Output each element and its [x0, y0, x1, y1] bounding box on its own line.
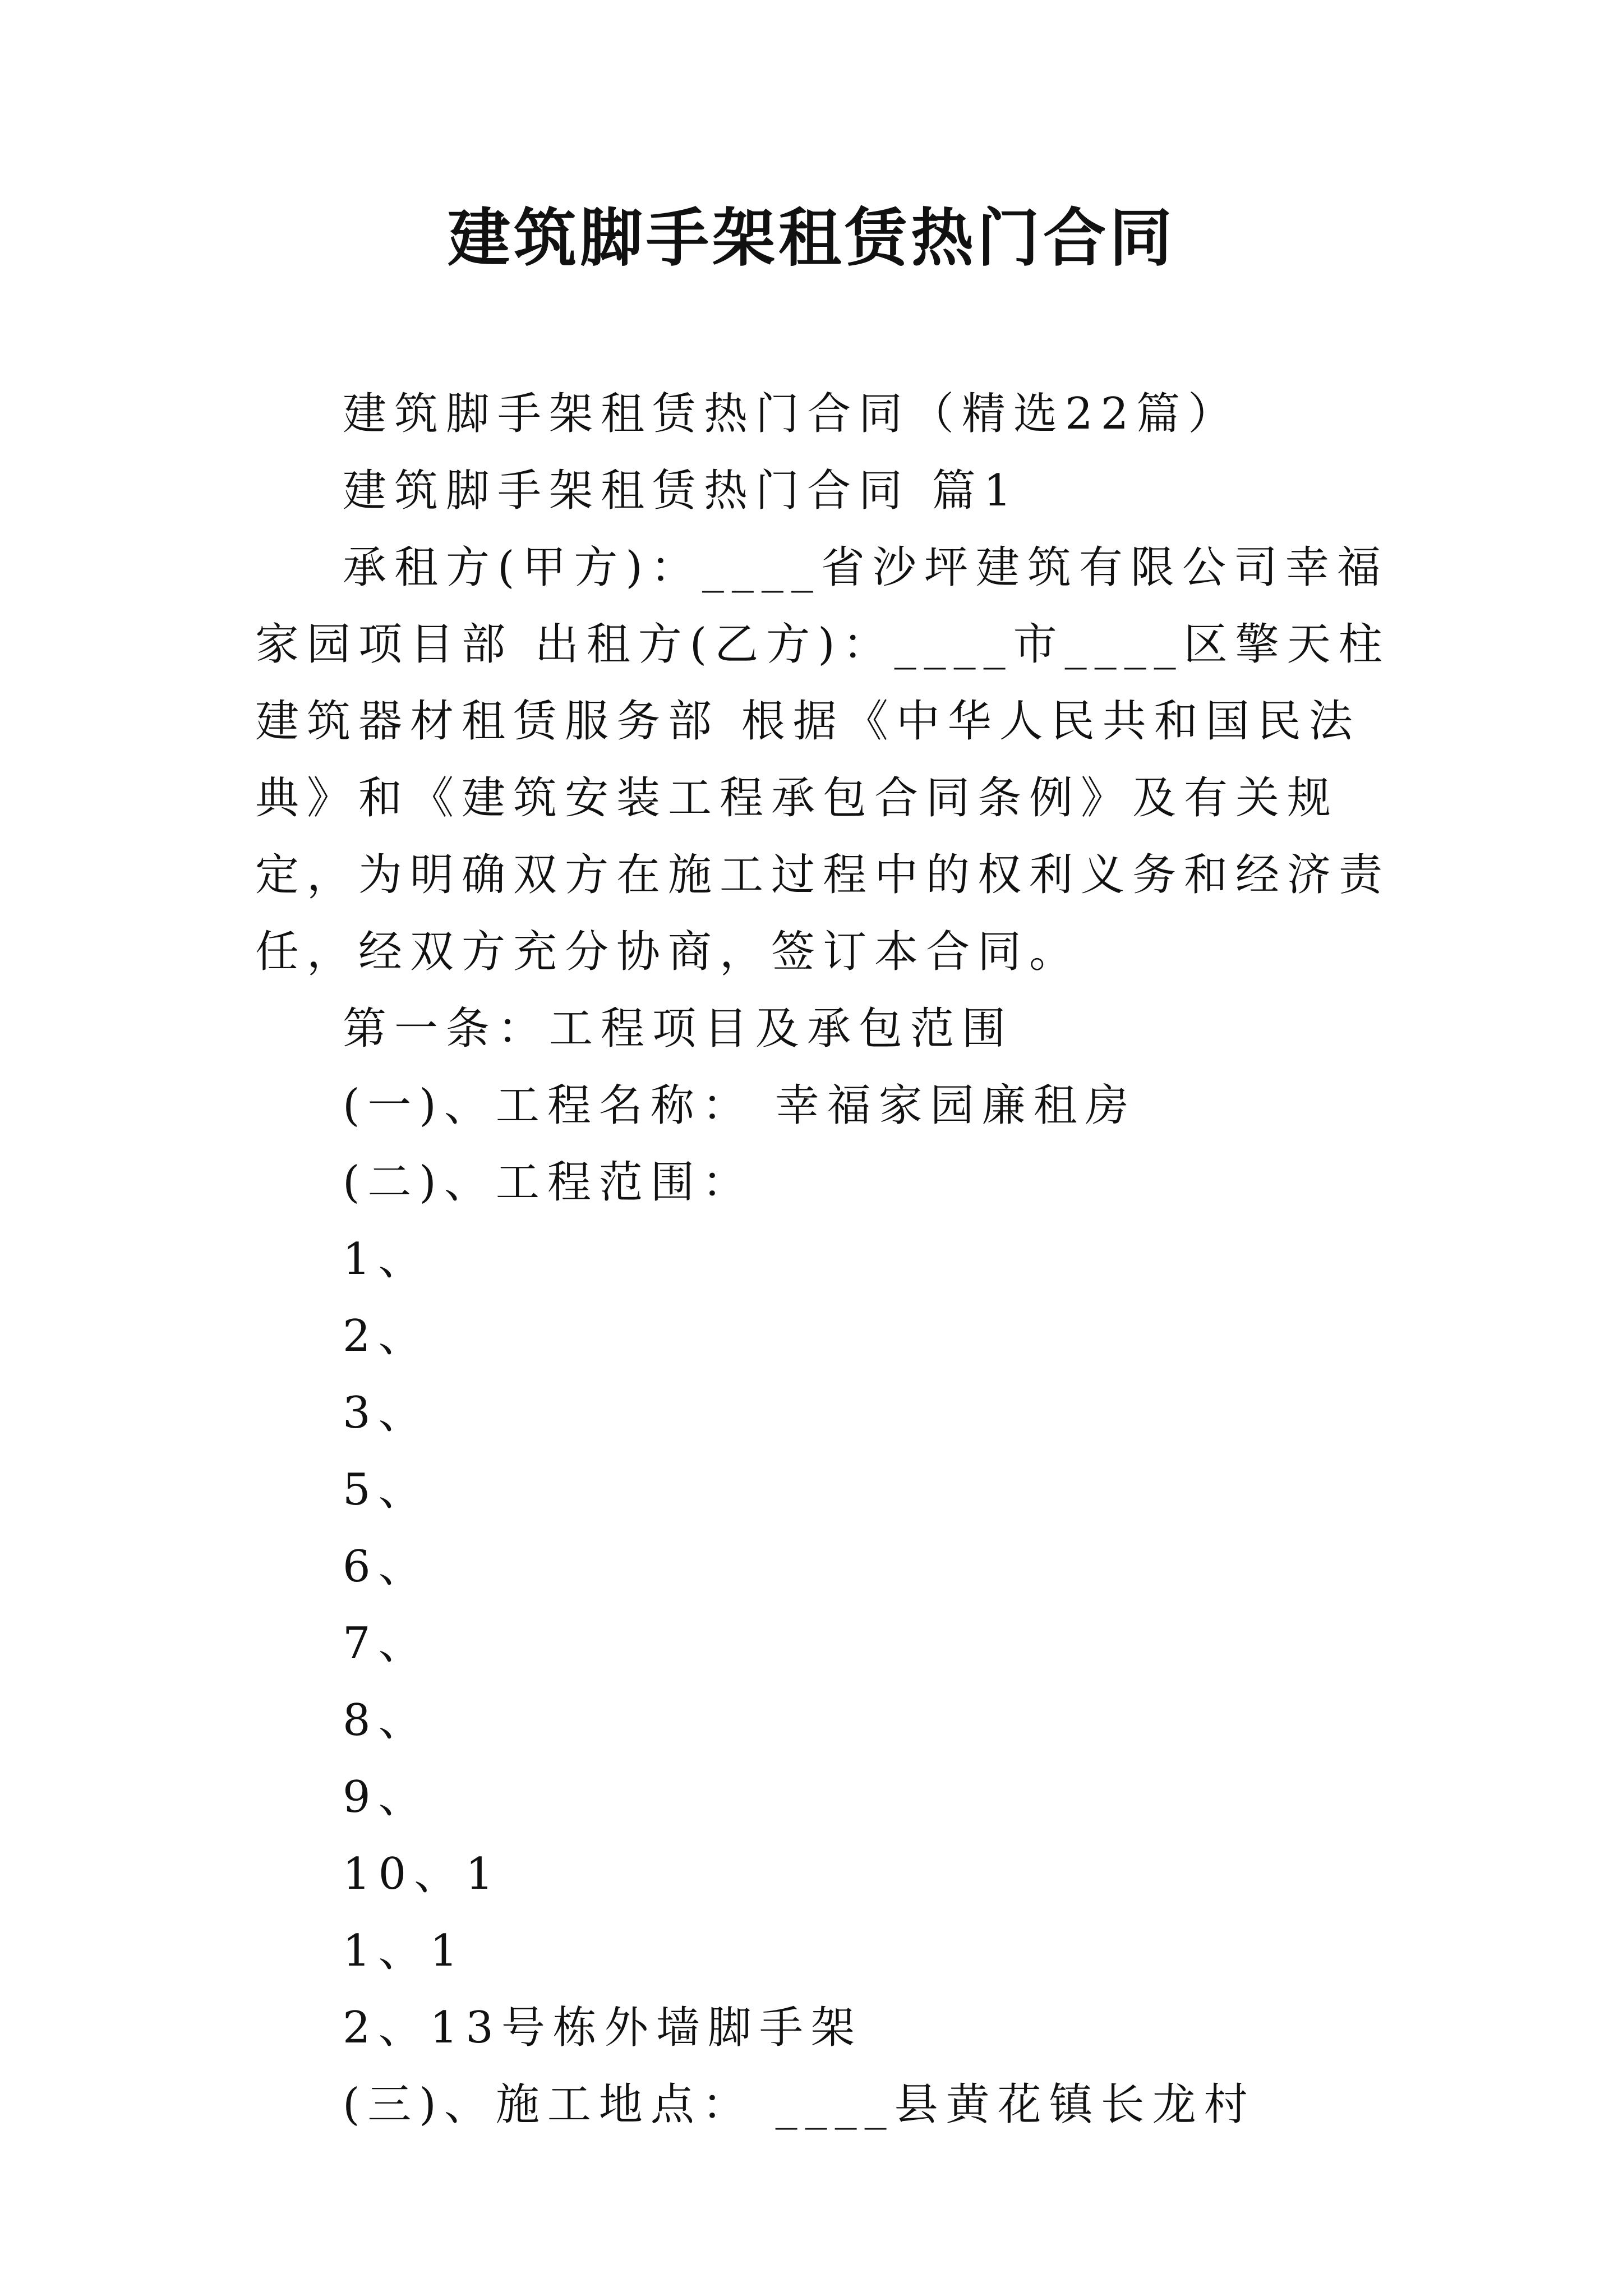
- list-item: 10、1: [343, 1849, 501, 1899]
- list-item: 6、: [343, 1542, 430, 1592]
- document-title: 建筑脚手架租赁热门合同: [448, 201, 1175, 275]
- paragraph-section-heading: 建筑脚手架租赁热门合同 篇1: [343, 466, 1020, 516]
- list-item: 7、: [343, 1618, 430, 1669]
- list-item: 1、: [343, 1234, 430, 1285]
- list-item: 2、13号栋外墙脚手架: [343, 2003, 863, 2053]
- document-body: [255, 376, 1394, 2143]
- list-item: 3、: [343, 1388, 430, 1438]
- paragraph-project-scope: (二)、工程范围：: [343, 1157, 754, 1208]
- list-item: 8、: [343, 1695, 430, 1746]
- list-item: 9、: [343, 1772, 430, 1823]
- paragraph-project-name: (一)、工程名称： 幸福家园廉租房: [343, 1080, 1137, 1131]
- paragraph-article-1: 第一条：工程项目及承包范围: [343, 1004, 1014, 1054]
- paragraph-construction-site: (三)、施工地点： ____县黄花镇长龙村: [343, 2079, 1256, 2130]
- list-item: 2、: [343, 1311, 430, 1361]
- list-item: 5、: [343, 1465, 430, 1515]
- list-item: 1、1: [343, 1926, 466, 1976]
- paragraph-parties: 承租方(甲方)：____省沙坪建筑有限公司幸福家园项目部 出租方(乙方)：____市____区擎天柱建筑器材租赁服务部 根据《中华人民共和国民法典》和《建筑安装工程承包合同条例》及有关规定，为明确双方在施工过程中的权利义务和经济责任，经双方充分协商，签订本合同。: [255, 542, 1391, 977]
- paragraph-subtitle: 建筑脚手架租赁热门合同（精选22篇）: [343, 389, 1240, 439]
